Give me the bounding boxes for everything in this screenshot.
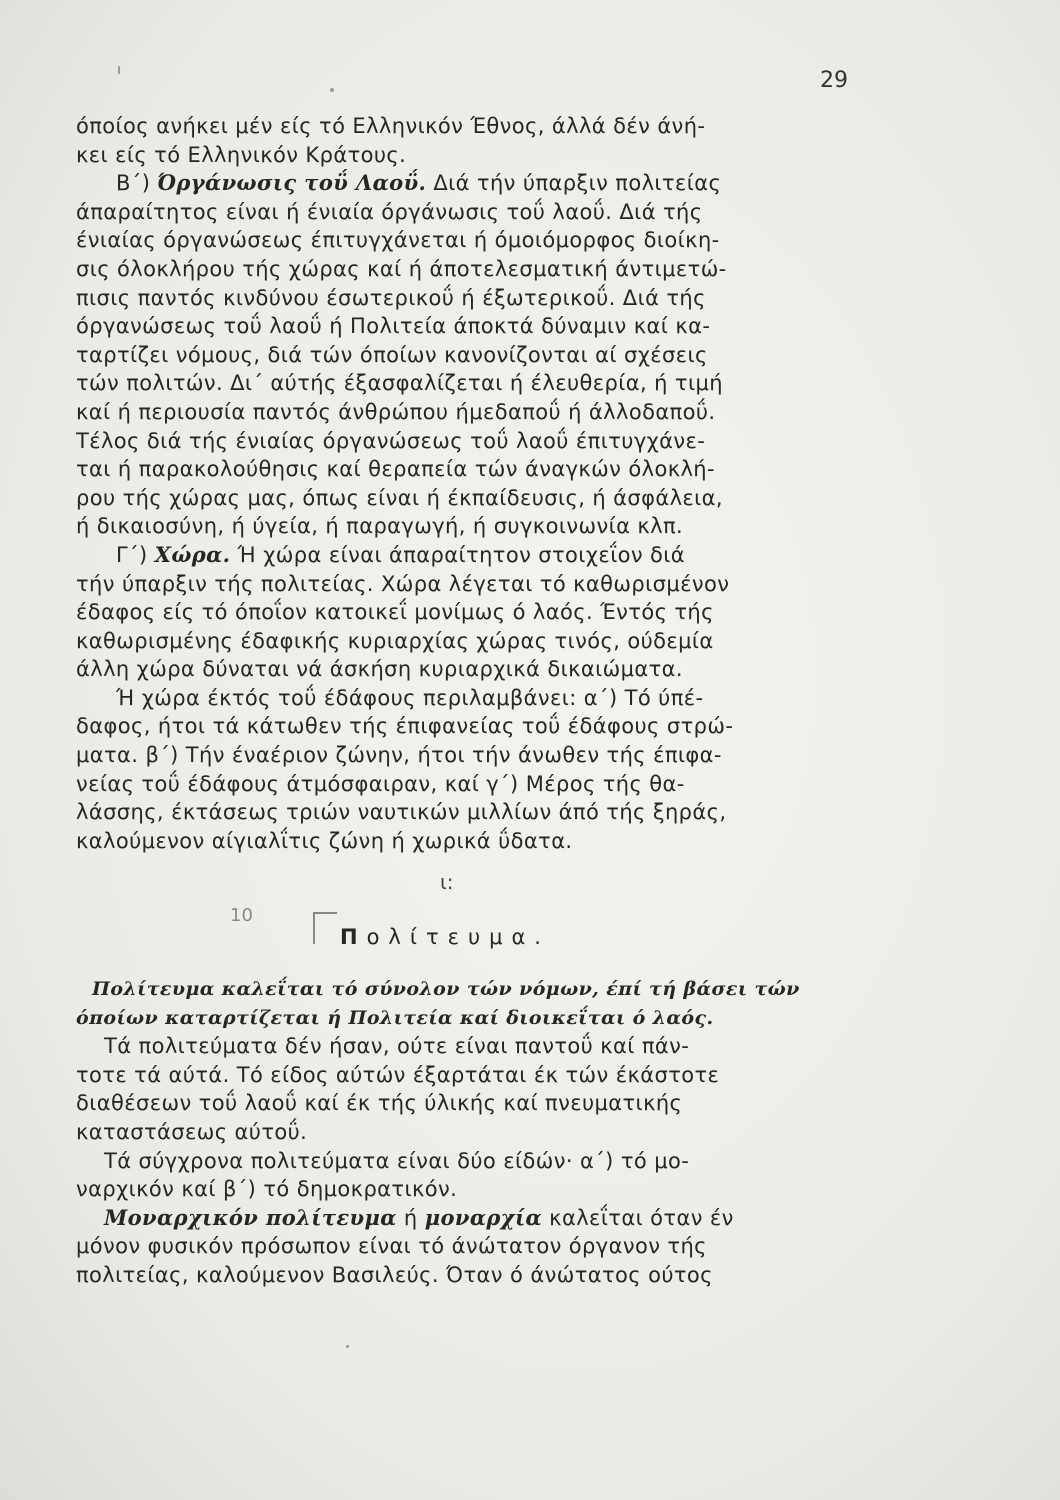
text-line: διαθέσεων τοΰ λαοΰ καί έκ τής ύλικής καί πνευματικής bbox=[76, 1091, 683, 1116]
text-line: Τά σύγχρονα πολιτεύματα είναι δύο είδών· α΄) τό μο- bbox=[104, 1148, 690, 1173]
text-line: ται ή παρακολούθησις καί θεραπεία τών άναγκών όλοκλή- bbox=[76, 457, 715, 482]
term: Μοναρχικόν πολίτευμα bbox=[104, 1204, 397, 1230]
paper-speck bbox=[330, 88, 334, 92]
text-line: τών πολιτών. Δι΄ αύτής έξασφαλίζεται ή έλευθερία, ή τιμή bbox=[76, 371, 723, 396]
text-line: πισις παντός κινδύνου έσωτερικοΰ ή έξωτερικοΰ. Διά τής bbox=[76, 285, 706, 310]
text-line: καθωρισμένης έδαφικής κυριαρχίας χώρας τινός, ούδεμία bbox=[76, 628, 714, 653]
text-line: ή δικαιοσύνη, ή ύγεία, ή παραγωγή, ή συγκοινωνία κλπ. bbox=[76, 514, 684, 539]
definition-line: Πολίτευμα καλεΐται τό σύνολον τών νόμων, έπί τή βάσει τών bbox=[92, 978, 800, 1000]
text-line: σις όλοκλήρου τής χώρας καί ή άποτελεσματική άντιμετώ- bbox=[76, 256, 727, 281]
text-line: κει είς τό Ελληνικόν Κράτους. bbox=[76, 142, 407, 167]
text-line: ναρχικόν καί β΄) τό δημοκρατικόν. bbox=[76, 1177, 458, 1202]
text-line: τήν ύπαρξιν τής πολιτείας. Χώρα λέγεται τό καθωρισμένον bbox=[76, 571, 730, 596]
text-line: δαφος, ήτοι τά κάτωθεν τής έπιφανείας τοΰ έδάφους στρώ- bbox=[76, 714, 734, 739]
text-line: ταρτίζει νόμους, διά τών όποίων κανονίζονται αί σχέσεις bbox=[76, 342, 708, 367]
text-span: Ή χώρα είναι άπαραίτητον στοιχεΐον διά bbox=[230, 542, 686, 567]
section-title: Χώρα. bbox=[154, 541, 231, 567]
text-block-state-organization bbox=[76, 112, 978, 855]
text-span: Διά τήν ύπαρξιν πολιτείας bbox=[426, 171, 722, 196]
text-line: ματα. β΄) Τήν έναέριον ζώνην, ήτοι τήν άνωθεν τής έπιφα- bbox=[76, 743, 722, 768]
text-line bbox=[76, 1204, 978, 1233]
text-line: πολιτείας, καλούμενον Βασιλεύς. Όταν ό άνώτατος ούτος bbox=[76, 1262, 713, 1287]
paper-speck bbox=[118, 66, 120, 74]
text-line: όποίος ανήκει μέν είς τό Ελληνικόν Έθνος, άλλά δέν άνή- bbox=[76, 114, 706, 138]
section-mark: ι: bbox=[440, 870, 454, 894]
text-line: καλούμενον αίγιαλΐτις ζώνη ή χωρικά ΰδατα. bbox=[76, 828, 573, 853]
pencil-annotation: 10 bbox=[230, 905, 253, 926]
term: μοναρχία bbox=[424, 1204, 543, 1230]
text-line: ένιαίας όργανώσεως έπιτυγχάνεται ή όμοιόμορφος διοίκη- bbox=[76, 228, 720, 253]
text-line: καταστάσεως αύτοΰ. bbox=[76, 1119, 308, 1144]
text-line bbox=[76, 541, 978, 570]
section-title: Όργάνωσις τοΰ Λαοΰ. bbox=[157, 170, 427, 196]
section-label: Β΄) bbox=[116, 171, 158, 196]
text-line: νείας τοΰ έδάφους άτμόσφαιραν, καί γ΄) Μέρος τής θα- bbox=[76, 771, 685, 796]
text-line: Τέλος διά τής ένιαίας όργανώσεως τοΰ λαοΰ έπιτυγχάνε- bbox=[76, 428, 706, 453]
heading-rest: ολίτευμα. bbox=[366, 925, 550, 949]
text-line: όργανώσεως τοΰ λαοΰ ή Πολιτεία άποκτά δύναμιν καί κα- bbox=[76, 314, 711, 339]
definition-line: όποίων καταρτίζεται ή Πολιτεία καί διοικεΐται ό λαός. bbox=[76, 1006, 714, 1029]
section-label: Γ΄) bbox=[116, 542, 155, 567]
paper-speck bbox=[346, 1345, 349, 1348]
text-line: μόνον φυσικόν πρόσωπον είναι τό άνώτατον όργανον τής bbox=[76, 1234, 707, 1259]
text-line bbox=[76, 169, 978, 198]
text-line: άπαραίτητος είναι ή ένιαία όργάνωσις τοΰ λαοΰ. Διά τής bbox=[76, 199, 703, 224]
text-line: άλλη χώρα δύναται νά άσκήση κυριαρχικά δικαιώματα. bbox=[76, 657, 683, 682]
heading-first-letter: Π bbox=[340, 925, 367, 949]
text-line: καί ή περιουσία παντός άνθρώπου ήμεδαποΰ ή άλλοδαποΰ. bbox=[76, 399, 716, 424]
text-line: Τά πολιτεύματα δέν ήσαν, ούτε είναι παντοΰ καί πάν- bbox=[104, 1034, 690, 1059]
section-heading bbox=[340, 925, 550, 949]
text-span: καλεΐται όταν έν bbox=[542, 1205, 734, 1230]
text-line: λάσσης, έκτάσεως τριών ναυτικών μιλλίων άπό τής ξηράς, bbox=[76, 800, 727, 825]
page-number: 29 bbox=[820, 68, 848, 93]
text-line: τοτε τά αύτά. Τό είδος αύτών έξαρτάται έκ τών έκάστοτε bbox=[76, 1062, 720, 1087]
pencil-bracket-mark bbox=[313, 912, 337, 944]
text-line: έδαφος είς τό όποΐον κατοικεΐ μονίμως ό λαός. Έντός τής bbox=[76, 600, 714, 625]
text-block-polity bbox=[76, 975, 978, 1290]
text-line: ρου τής χώρας μας, όπως είναι ή έκπαίδευσις, ή άσφάλεια, bbox=[76, 485, 723, 510]
text-span: ή bbox=[396, 1205, 425, 1230]
text-line: Ή χώρα έκτός τοΰ έδάφους περιλαμβάνει: α΄) Τό ύπέ- bbox=[116, 685, 704, 710]
